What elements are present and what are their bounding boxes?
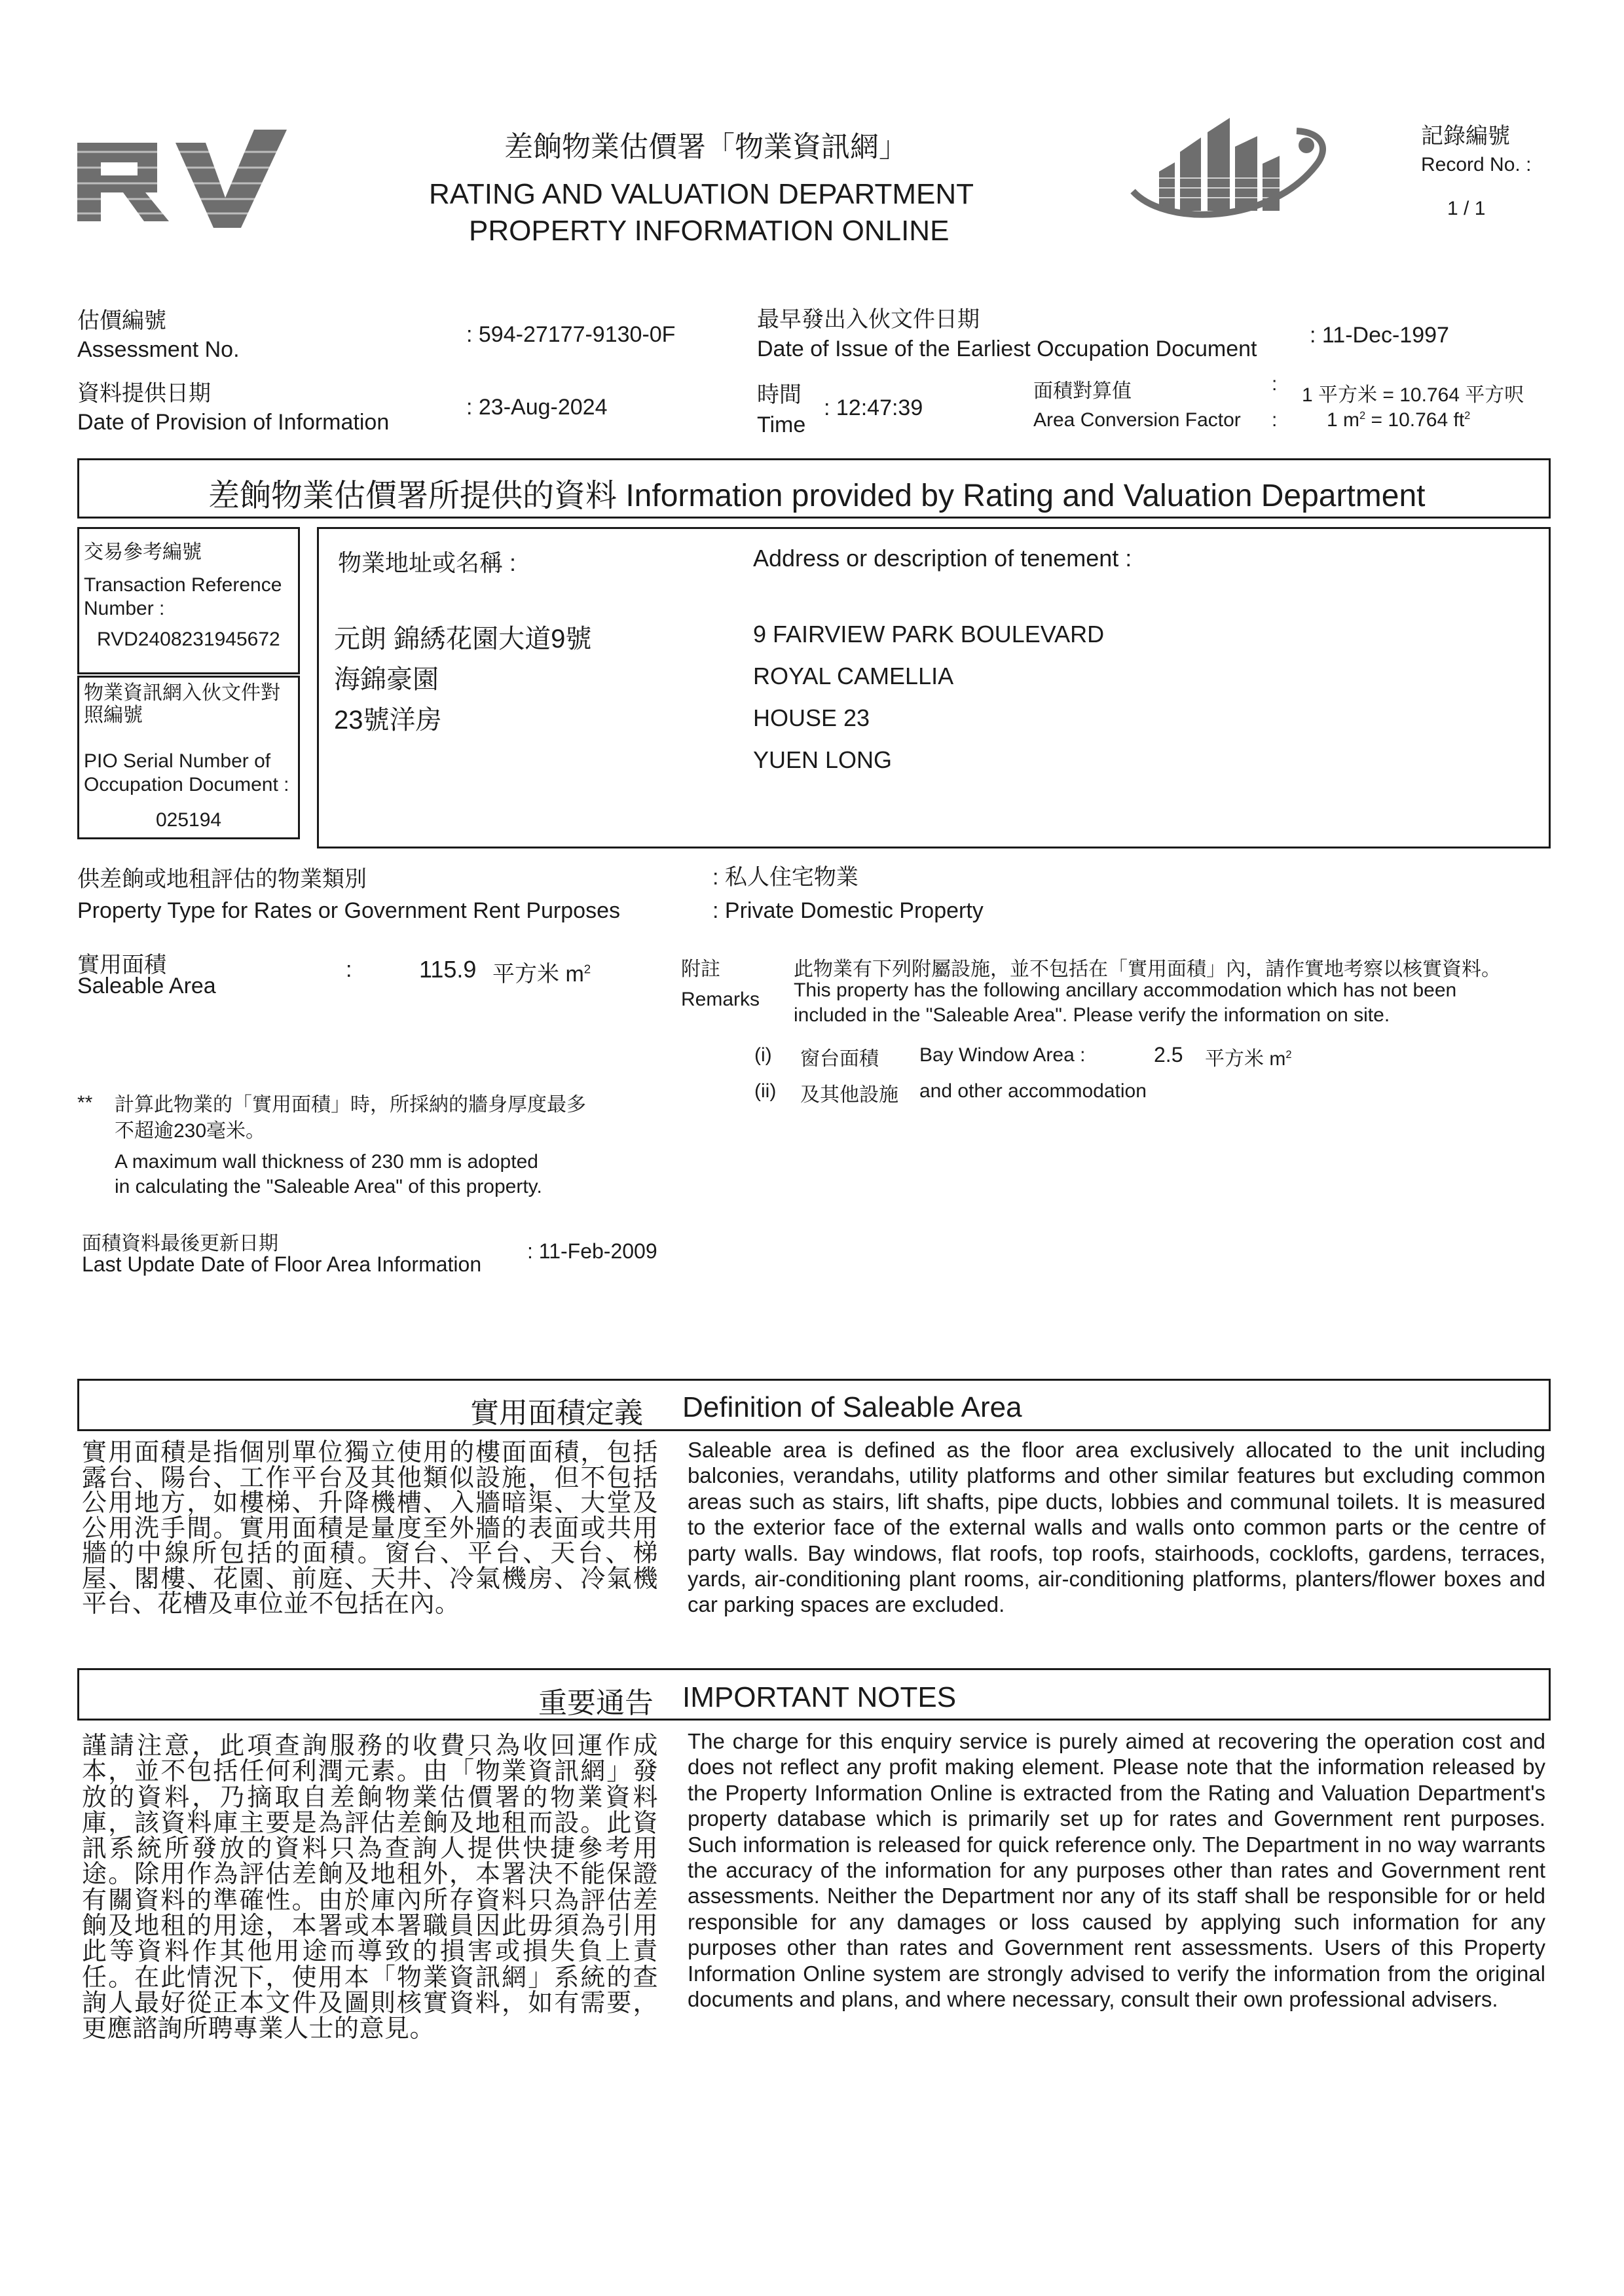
wall-note-en-1: A maximum wall thickness of 230 mm is adopted <box>115 1151 538 1173</box>
remarks-item1-unit: 平方米 $m^2$ <box>1205 1048 1292 1070</box>
remarks-text-zh: 此物業有下列附屬設施，並不包括在「實用面積」內，請作實地考察以核實資料。 <box>794 958 1501 980</box>
last-update-label-en: Last Update Date of Floor Area Information <box>82 1252 482 1276</box>
saleable-unit: 平方米 $m^2$ <box>492 962 591 987</box>
wall-note-en-2: in calculating the "Saleable Area" of this property. <box>115 1176 542 1197</box>
remarks-text-en-1: This property has the following ancillary accommodation which has not been <box>794 979 1457 1001</box>
occupation-value: : 11-Dec-1997 <box>1310 323 1449 348</box>
notes-text-en: The charge for this enquiry service is purely aimed at recovering the operation cost and does not reflect any profit making element. Please note that the information released by the Property Information Online is extracted from the Rating and Valuation Department's property database which is primarily set up for rates and Government rent purposes. Such information is released for quick reference only. The Department in no way warrants the accuracy of the information for any purposes other than rates and Government rent assessments. Neither the Department nor any of its staff shall be responsible for or held responsible for any damages or loss caused by applying such information for any purposes other than rates and Government rent assessments. Users of this Property Information Online system are strongly advised to verify the information from the original documents and plans, and where necessary, consult their own professional advisers. <box>688 1729 1545 2012</box>
record-no-value: 1 / 1 <box>1447 198 1486 219</box>
occupation-label-en: Date of Issue of the Earliest Occupation Document <box>757 337 1257 361</box>
conversion-colon-2: : <box>1272 409 1278 431</box>
transaction-value: RVD2408231945672 <box>97 629 280 650</box>
address-line-en-4: YUEN LONG <box>753 746 893 773</box>
definition-text-en: Saleable area is defined as the floor area exclusively allocated to the unit including balconies, verandahs, utility platforms and other similar features but excluding common areas such as stairs, lift shafts, pipe ducts, lobbies and communal toilets. It is measured to the exterior face of the external walls and walls onto common parts or the centre of party walls. Bay windows, flat roofs, top roofs, stairhoods, cocklofts, gardens, terraces, yards, air-conditioning plant rooms, air-conditioning platforms, planters/flower boxes and car parking spaces are excluded. <box>688 1438 1545 1617</box>
remarks-item1-zh: 窗台面積 <box>800 1048 879 1070</box>
address-line-en-3: HOUSE 23 <box>753 704 870 731</box>
notes-heading-en: IMPORTANT NOTES <box>682 1681 957 1713</box>
remarks-item1-value: 2.5 <box>1154 1043 1183 1066</box>
remarks-item2-en: and other accommodation <box>919 1080 1147 1102</box>
address-line-zh-3: 23號洋房 <box>334 706 442 735</box>
remarks-item1-en: Bay Window Area : <box>919 1044 1086 1066</box>
remarks-item2-no: (ii) <box>754 1080 777 1102</box>
remarks-label-en: Remarks <box>681 989 760 1010</box>
transaction-label-en: Transaction Reference Number : <box>84 574 282 619</box>
definition-heading-zh: 實用面積定義 <box>470 1397 643 1429</box>
address-line-en-1: 9 FAIRVIEW PARK BOULEVARD <box>753 621 1105 647</box>
definition-text-zh: 實用面積是指個別單位獨立使用的樓面面積，包括露台、陽台、工作平台及其他類似設施，但不包括公用地方，如樓梯、升降機槽、入牆暗渠、大堂及公用洗手間。實用面積是量度至外牆的表面或共用牆的中線所包括的面積。窗台、平台、天台、梯屋、閣樓、花園、前庭、天井、冷氣機房、冷氣機平台、花槽及車位並不包括在內。 <box>82 1439 658 1618</box>
pio-label-zh: 物業資訊網入伙文件對照編號 <box>84 682 280 726</box>
conversion-label-en: Area Conversion Factor <box>1033 409 1241 431</box>
buildings-logo-icon <box>1120 113 1349 237</box>
time-value: : 12:47:39 <box>824 395 923 420</box>
conversion-colon-1: : <box>1272 373 1278 395</box>
provision-value: : 23-Aug-2024 <box>466 395 608 420</box>
record-no-label-en: Record No. : <box>1421 154 1532 175</box>
saleable-colon: : <box>346 957 352 982</box>
remarks-text-en-2: included in the "Saleable Area". Please verify the information on site. <box>794 1004 1390 1026</box>
provision-label-en: Date of Provision of Information <box>77 410 390 435</box>
transaction-label-zh: 交易參考編號 <box>84 541 202 563</box>
header-title-en-1: RATING AND VALUATION DEPARTMENT <box>429 178 974 210</box>
conversion-value-en: 1 $m^2 = 10.764$ $ft^2$ <box>1327 409 1471 431</box>
property-type-value-zh: : 私人住宅物業 <box>712 865 858 890</box>
last-update-label-zh: 面積資料最後更新日期 <box>82 1233 278 1254</box>
pio-label-en: PIO Serial Number of Occupation Document : <box>84 750 289 795</box>
address-label-zh: 物業地址或名稱 : <box>338 549 517 576</box>
last-update-value: : 11-Feb-2009 <box>527 1239 657 1263</box>
header-title-zh: 差餉物業估價署「物業資訊網」 <box>504 131 908 163</box>
address-line-zh-2: 海錦豪園 <box>334 665 439 694</box>
remarks-item1-no: (i) <box>754 1044 772 1066</box>
property-type-value-en: : Private Domestic Property <box>712 898 984 923</box>
conversion-label-zh: 面積對算值 <box>1033 380 1132 402</box>
property-type-label-en: Property Type for Rates or Government Rent Purposes <box>77 898 620 923</box>
wall-note-zh-1: 計算此物業的「實用面積」時，所採納的牆身厚度最多 <box>115 1094 586 1116</box>
conversion-value-zh: 1 平方米 = 10.764 平方呎 <box>1302 384 1524 406</box>
time-label-en: Time <box>757 412 806 437</box>
address-line-en-2: ROYAL CAMELLIA <box>753 663 954 689</box>
provision-label-zh: 資料提供日期 <box>77 381 211 406</box>
occupation-label-zh: 最早發出入伙文件日期 <box>757 307 980 332</box>
address-label-en: Address or description of tenement : <box>753 545 1132 572</box>
assessment-value: : 594-27177-9130-0F <box>466 322 676 347</box>
saleable-label-en: Saleable Area <box>77 974 216 998</box>
saleable-label-zh: 實用面積 <box>77 953 166 977</box>
remarks-label-zh: 附註 <box>681 958 720 980</box>
info-heading: 差餉物業估價署所提供的資料 Information provided by Rating and Valuation Department <box>208 479 1426 513</box>
notes-text-zh: 謹請注意，此項查詢服務的收費只為收回運作成本，並不包括任何利潤元素。由「物業資訊網」發放的資料，乃摘取自差餉物業估價署的物業資料庫，該資料庫主要是為評估差餉及地租而設。此資訊系統所發放的資料只為查詢人提供快捷參考用途。除用作為評估差餉及地租外，本署決不能保證有關資料的準確性。由於庫內所存資料只為評估差餉及地租的用途，本署或本署職員因此毋須為引用此等資料作其他用途而導致的損害或損失負上責任。在此情況下，使用本「物業資訊網」系統的查詢人最好從正本文件及圖則核實資料，如有需要，更應諮詢所聘專業人士的意見。 <box>82 1732 658 2043</box>
wall-note-zh-2: 不超逾230毫米。 <box>115 1120 266 1142</box>
header-title-en-2: PROPERTY INFORMATION ONLINE <box>469 215 950 247</box>
assessment-label-en: Assessment No. <box>77 337 240 362</box>
pio-value: 025194 <box>156 809 222 831</box>
notes-heading-zh: 重要通告 <box>538 1687 654 1719</box>
definition-heading-en: Definition of Saleable Area <box>682 1391 1022 1423</box>
address-line-zh-1: 元朗 錦綉花園大道9號 <box>334 625 592 653</box>
time-label-zh: 時間 <box>757 382 802 407</box>
rv-logo-icon <box>77 130 300 228</box>
wall-note-mark: ** <box>77 1092 93 1114</box>
remarks-item2-zh: 及其他設施 <box>800 1084 898 1106</box>
assessment-label-zh: 估價編號 <box>77 308 166 333</box>
record-no-label-zh: 記錄編號 <box>1421 124 1510 149</box>
property-type-label-zh: 供差餉或地租評估的物業類別 <box>77 867 367 892</box>
saleable-value: 115.9 <box>419 956 477 983</box>
